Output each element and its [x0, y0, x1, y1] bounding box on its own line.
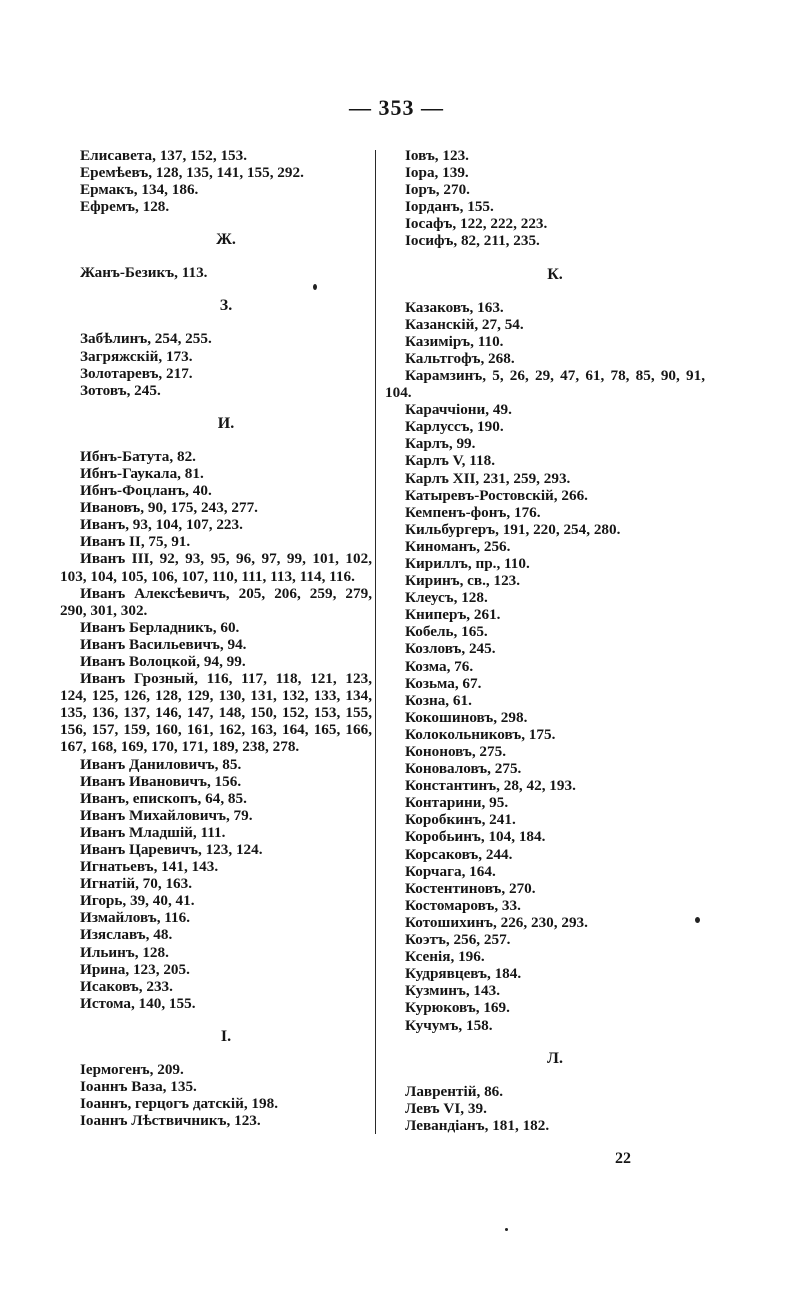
index-entry: Іовъ, 123. [405, 147, 469, 164]
index-entry: Еремѣевъ, 128, 135, 141, 155, 292. [80, 164, 304, 182]
index-entry: Караччіони, 49. [405, 401, 512, 419]
index-entry: Ирина, 123, 205. [80, 960, 190, 978]
column-divider [375, 150, 376, 1134]
index-entry: Истома, 140, 155. [80, 994, 196, 1012]
index-entry: Курюковъ, 169. [405, 999, 510, 1017]
index-entry: Казаковъ, 163. [405, 298, 504, 316]
index-entry: Костомаровъ, 33. [405, 896, 521, 914]
index-entry: Іоаннъ Лѣствичникъ, 123. [80, 1112, 261, 1130]
index-entry: Кузминъ, 143. [405, 982, 500, 1000]
index-entry: Контарини, 95. [405, 794, 509, 812]
index-entry: Ефремъ, 128. [80, 198, 170, 216]
index-entry: Киноманъ, 256. [405, 537, 511, 555]
section-letter-heading: К. [547, 265, 563, 283]
ink-speck [695, 917, 700, 923]
index-entry: Карлъ XII, 231, 259, 293. [405, 469, 571, 487]
index-entry: Катыревъ-Ростовскій, 266. [405, 486, 588, 504]
index-entry: Забѣлинъ, 254, 255. [80, 330, 212, 348]
index-entry: Иванъ III, 92, 93, 95, 96, 97, 99, 101, 102, 103, 104, 105, 106, 107, 110, 111, 113, 114, 116. [60, 550, 372, 585]
index-entry: Карлъ V, 118. [405, 452, 495, 470]
index-entry: Игнатій, 70, 163. [80, 875, 193, 893]
index-entry: Кудрявцевъ, 184. [405, 965, 522, 983]
index-entry: Исаковъ, 233. [80, 977, 173, 995]
index-entry: Козьма, 67. [405, 674, 482, 692]
index-entry: Иванъ Грозный, 116, 117, 118, 121, 123, 124, 125, 126, 128, 129, 130, 131, 132, 133, 134, 135, 136, 137, 146, 147, 148, 150, 152, 153, 155, 156, 157, 159, 160, 161, 162, 163, 164, 165, 166, 167, 168, 169, 170, 171, 189, 238, 278. [60, 670, 372, 756]
section-letter-heading: И. [217, 414, 235, 432]
index-entry: Золотаревъ, 217. [80, 364, 193, 382]
index-entry: Корсаковъ, 244. [405, 845, 513, 863]
index-entry: Зотовъ, 245. [80, 381, 161, 399]
index-entry: Колокольниковъ, 175. [405, 725, 556, 743]
index-entry: Иванъ Даниловичъ, 85. [80, 755, 242, 773]
ink-speck [313, 284, 317, 290]
index-entry: Константинъ, 28, 42, 193. [405, 777, 576, 795]
index-entry: Иванъ Царевичъ, 123, 124. [80, 841, 263, 858]
index-entry: Коробьинъ, 104, 184. [405, 828, 546, 846]
index-entry: Ермакъ, 134, 186. [80, 181, 199, 199]
index-entry: Ибнъ-Батута, 82. [80, 447, 196, 465]
index-entry: Иванъ Берладникъ, 60. [80, 618, 240, 636]
index-entry: Кемпенъ-фонъ, 176. [405, 503, 541, 521]
index-entry: Кобель, 165. [405, 623, 488, 641]
index-entry: Иванъ Васильевичъ, 94. [80, 635, 247, 653]
index-entry: Корчага, 164. [405, 862, 496, 880]
index-entry: Ивановъ, 90, 175, 243, 277. [80, 499, 258, 517]
index-entry: Іосифъ, 82, 211, 235. [405, 232, 540, 250]
index-entry: Казиміръ, 110. [405, 332, 504, 350]
index-entry: Кучумъ, 158. [405, 1016, 493, 1034]
index-entry: Иванъ II, 75, 91. [80, 533, 191, 551]
index-entry: Игорь, 39, 40, 41. [80, 892, 195, 910]
index-entry: Елисавета, 137, 152, 153. [80, 147, 248, 164]
index-entry: Козна, 61. [405, 691, 472, 709]
section-letter-heading: З. [219, 297, 233, 315]
ink-speck [505, 1228, 508, 1231]
index-entry: Ибнъ-Фоцланъ, 40. [80, 482, 212, 500]
index-entry: Измайловъ, 116. [80, 909, 191, 927]
right-index-column [385, 147, 705, 1134]
index-entry: Іорданъ, 155. [405, 198, 494, 216]
index-entry: Кириллъ, пр., 110. [405, 554, 530, 572]
index-entry: Казанскій, 27, 54. [405, 315, 524, 333]
page-number: — 353 — [349, 95, 444, 120]
section-letter-heading: Ж. [216, 231, 236, 249]
index-entry: Іосафъ, 122, 222, 223. [405, 215, 548, 233]
index-entry: Книперъ, 261. [405, 606, 501, 624]
index-entry: Кононовъ, 275. [405, 743, 507, 760]
index-entry: Иванъ Михайловичъ, 79. [80, 806, 253, 824]
index-entry: Ильинъ, 128. [80, 943, 169, 961]
index-entry: Козма, 76. [405, 657, 474, 675]
index-entry: Іоаннъ, герцогъ датскій, 198. [80, 1095, 278, 1113]
index-entry: Іоаннъ Ваза, 135. [80, 1078, 197, 1096]
index-entry: Иванъ, епископъ, 64, 85. [80, 789, 247, 807]
index-entry: Клеусъ, 128. [405, 589, 488, 607]
index-entry: Жанъ-Безикъ, 113. [80, 264, 208, 282]
index-entry: Загряжскій, 173. [80, 347, 193, 365]
index-entry: Иванъ Волоцкой, 94, 99. [80, 652, 246, 670]
index-entry: Коэтъ, 256, 257. [405, 931, 511, 949]
index-entry: Изяславъ, 48. [80, 926, 173, 944]
index-entry: Левъ VI, 39. [405, 1099, 487, 1117]
index-entry: Иванъ Младшій, 111. [80, 823, 226, 841]
left-index-column [60, 147, 372, 1129]
index-entry: Іоръ, 270. [405, 181, 470, 199]
index-entry: Коноваловъ, 275. [405, 760, 522, 778]
index-entry: Коробкинъ, 241. [405, 811, 516, 829]
index-entry: Карамзинъ, 5, 26, 29, 47, 61, 78, 85, 90, 91, 104. [385, 366, 705, 402]
index-entry: Карлуссъ, 190. [405, 418, 504, 436]
index-entry: Иванъ Алексѣевичъ, 205, 206, 259, 279, 290, 301, 302. [60, 584, 372, 619]
index-entry: Іора, 139. [405, 164, 469, 182]
index-entry: Козловъ, 245. [405, 640, 496, 658]
index-entry: Кальтгофъ, 268. [405, 349, 515, 367]
index-entry: Киринъ, св., 123. [405, 572, 521, 590]
index-entry: Костентиновъ, 270. [405, 879, 536, 897]
index-entry: Ксенія, 196. [405, 948, 485, 966]
index-entry: Игнатьевъ, 141, 143. [80, 858, 219, 876]
section-letter-heading: Л. [547, 1049, 563, 1067]
index-entry: Котошихинъ, 226, 230, 293. [405, 913, 588, 931]
index-entry: Левандіанъ, 181, 182. [405, 1116, 550, 1134]
signature-mark: 22 [615, 1150, 631, 1167]
index-entry: Кильбургеръ, 191, 220, 254, 280. [405, 520, 621, 538]
section-letter-heading: І. [220, 1027, 232, 1045]
index-entry: Карлъ, 99. [405, 435, 476, 453]
index-entry: Иванъ, 93, 104, 107, 223. [80, 516, 243, 534]
index-entry: Лаврентій, 86. [405, 1082, 504, 1100]
index-entry: Ибнъ-Гаукала, 81. [80, 464, 204, 482]
index-entry: Кокошиновъ, 298. [405, 708, 528, 726]
index-entry: Иванъ Ивановичъ, 156. [80, 772, 242, 790]
index-entry: Іермогенъ, 209. [80, 1060, 184, 1078]
